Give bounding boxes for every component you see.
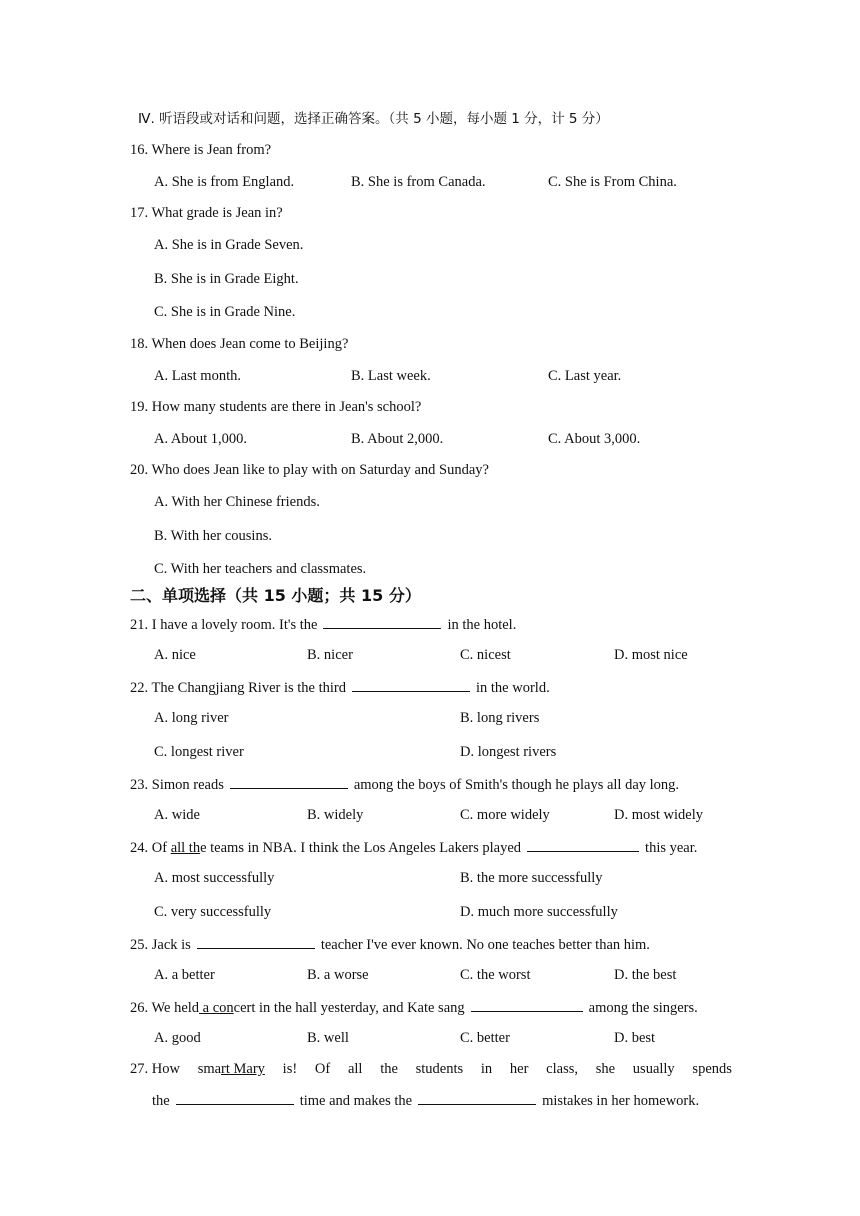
q24-option-a: A. most successfully (154, 870, 275, 886)
q24-stem-cont: e teams in NBA. I think the Los Angeles Lakers played (200, 840, 522, 856)
q25-option-d: D. the best (614, 967, 677, 983)
q27-stem: the (152, 1093, 170, 1109)
q22-stem: 22. The Changjiang River is the third (130, 680, 346, 696)
q21-option-d: D. most nice (614, 647, 688, 663)
q21-option-b: B. nicer (307, 647, 353, 663)
q27-blank-2[interactable] (418, 1090, 536, 1105)
q20-option-c: C. With her teachers and classmates. (154, 561, 367, 577)
question-16: 16. Where is Jean from? (130, 142, 272, 158)
q26-option-c: C. better (460, 1030, 510, 1046)
q24-option-c: C. very successfully (154, 904, 272, 920)
q27-word: is! (282, 1061, 298, 1077)
q16-option-c: C. She is From China. (548, 174, 677, 190)
q23-blank[interactable] (230, 774, 348, 789)
question-21 (130, 614, 516, 634)
q27-word: the (380, 1061, 398, 1077)
q22-stem-end: in the world. (476, 680, 550, 696)
q26-option-a: A. good (154, 1030, 201, 1046)
q25-blank[interactable] (197, 934, 315, 949)
q25-option-a: A. a better (154, 967, 215, 983)
q19-option-c: C. About 3,000. (548, 431, 641, 447)
q24-stem-underlined: all th (170, 840, 201, 856)
q27-word: students (415, 1061, 464, 1077)
question-18: 18. When does Jean come to Beijing? (130, 336, 349, 352)
question-26 (130, 997, 698, 1017)
q21-option-c: C. nicest (460, 647, 511, 663)
q20-option-a: A. With her Chinese friends. (154, 494, 320, 510)
q24-option-b: B. the more successfully (460, 870, 603, 886)
q25-option-c: C. the worst (460, 967, 531, 983)
question-27 (130, 1060, 732, 1078)
q23-stem: 23. Simon reads (130, 777, 224, 793)
q17-option-a: A. She is in Grade Seven. (154, 237, 304, 253)
question-19: 19. How many students are there in Jean's school? (130, 399, 422, 415)
q23-stem-end: among the boys of Smith's though he plays all day long. (353, 777, 680, 793)
q26-stem: 26. We held (130, 1000, 200, 1016)
q24-stem-end: this year. (645, 840, 698, 856)
q16-option-b: B. She is from Canada. (351, 174, 486, 190)
question-24 (130, 837, 697, 857)
q22-option-d: D. longest rivers (460, 744, 557, 760)
q16-option-a: A. She is from England. (154, 174, 295, 190)
q27-word: spends (692, 1061, 732, 1077)
q19-option-b: B. About 2,000. (351, 431, 444, 447)
q27-word: class, (546, 1061, 578, 1077)
q27-word-part: sma (197, 1061, 222, 1077)
q21-stem: 21. I have a lovely room. It's the (130, 617, 318, 633)
q27-word: she (595, 1061, 616, 1077)
q26-option-b: B. well (307, 1030, 349, 1046)
q24-option-d: D. much more successfully (460, 904, 618, 920)
q27-word: usually (632, 1061, 675, 1077)
q25-stem: 25. Jack is (130, 937, 191, 953)
question-22 (130, 677, 550, 697)
q21-blank[interactable] (323, 614, 441, 629)
q27-word: all (347, 1061, 363, 1077)
question-25 (130, 934, 650, 954)
q20-option-b: B. With her cousins. (154, 528, 272, 544)
q22-blank[interactable] (352, 677, 470, 692)
q27-word-underlined: rt Mary (221, 1061, 265, 1077)
q18-option-b: B. Last week. (351, 368, 431, 384)
q27-blank-1[interactable] (176, 1090, 294, 1105)
q26-option-d: D. best (614, 1030, 656, 1046)
q21-option-a: A. nice (154, 647, 196, 663)
q21-stem-end: in the hotel. (447, 617, 517, 633)
q27-word: her (509, 1061, 529, 1077)
q17-option-b: B. She is in Grade Eight. (154, 271, 299, 287)
q26-stem-underlined: a con (199, 1000, 234, 1016)
q23-option-c: C. more widely (460, 807, 550, 823)
question-20: 20. Who does Jean like to play with on Saturday and Sunday? (130, 462, 489, 478)
q27-stem-mid: time and makes the (299, 1093, 413, 1109)
q24-blank[interactable] (527, 837, 639, 852)
q27-stem-end: mistakes in her homework. (542, 1093, 700, 1109)
q23-option-d: D. most widely (614, 807, 704, 823)
q18-option-c: C. Last year. (548, 368, 622, 384)
q22-option-c: C. longest river (154, 744, 244, 760)
section-title: Ⅳ. 听语段或对话和问题，选择正确答案。（共 5 小题，每小题 1 分，计 5 分） (138, 111, 609, 127)
q27-word: Of (314, 1061, 331, 1077)
question-23 (130, 774, 679, 794)
q27-word: in (480, 1061, 493, 1077)
question-27-cont (152, 1090, 699, 1110)
q25-stem-end: teacher I've ever known. No one teaches better than him. (320, 937, 650, 953)
q23-option-a: A. wide (154, 807, 200, 823)
question-17: 17. What grade is Jean in? (130, 205, 283, 221)
q18-option-a: A. Last month. (154, 368, 241, 384)
q26-blank[interactable] (471, 997, 583, 1012)
q26-stem-end: among the singers. (588, 1000, 698, 1016)
q27-word: 27. How (130, 1061, 180, 1077)
q17-option-c: C. She is in Grade Nine. (154, 304, 296, 320)
q25-option-b: B. a worse (307, 967, 369, 983)
q27-word (198, 1060, 265, 1078)
q24-stem: 24. Of (130, 840, 171, 856)
q22-option-a: A. long river (154, 710, 229, 726)
q26-stem-cont: cert in the hall yesterday, and Kate sang (233, 1000, 465, 1016)
q23-option-b: B. widely (307, 807, 364, 823)
section-heading: 二、单项选择（共 15 小题；共 15 分） (130, 586, 421, 605)
q19-option-a: A. About 1,000. (154, 431, 248, 447)
q22-option-b: B. long rivers (460, 710, 540, 726)
